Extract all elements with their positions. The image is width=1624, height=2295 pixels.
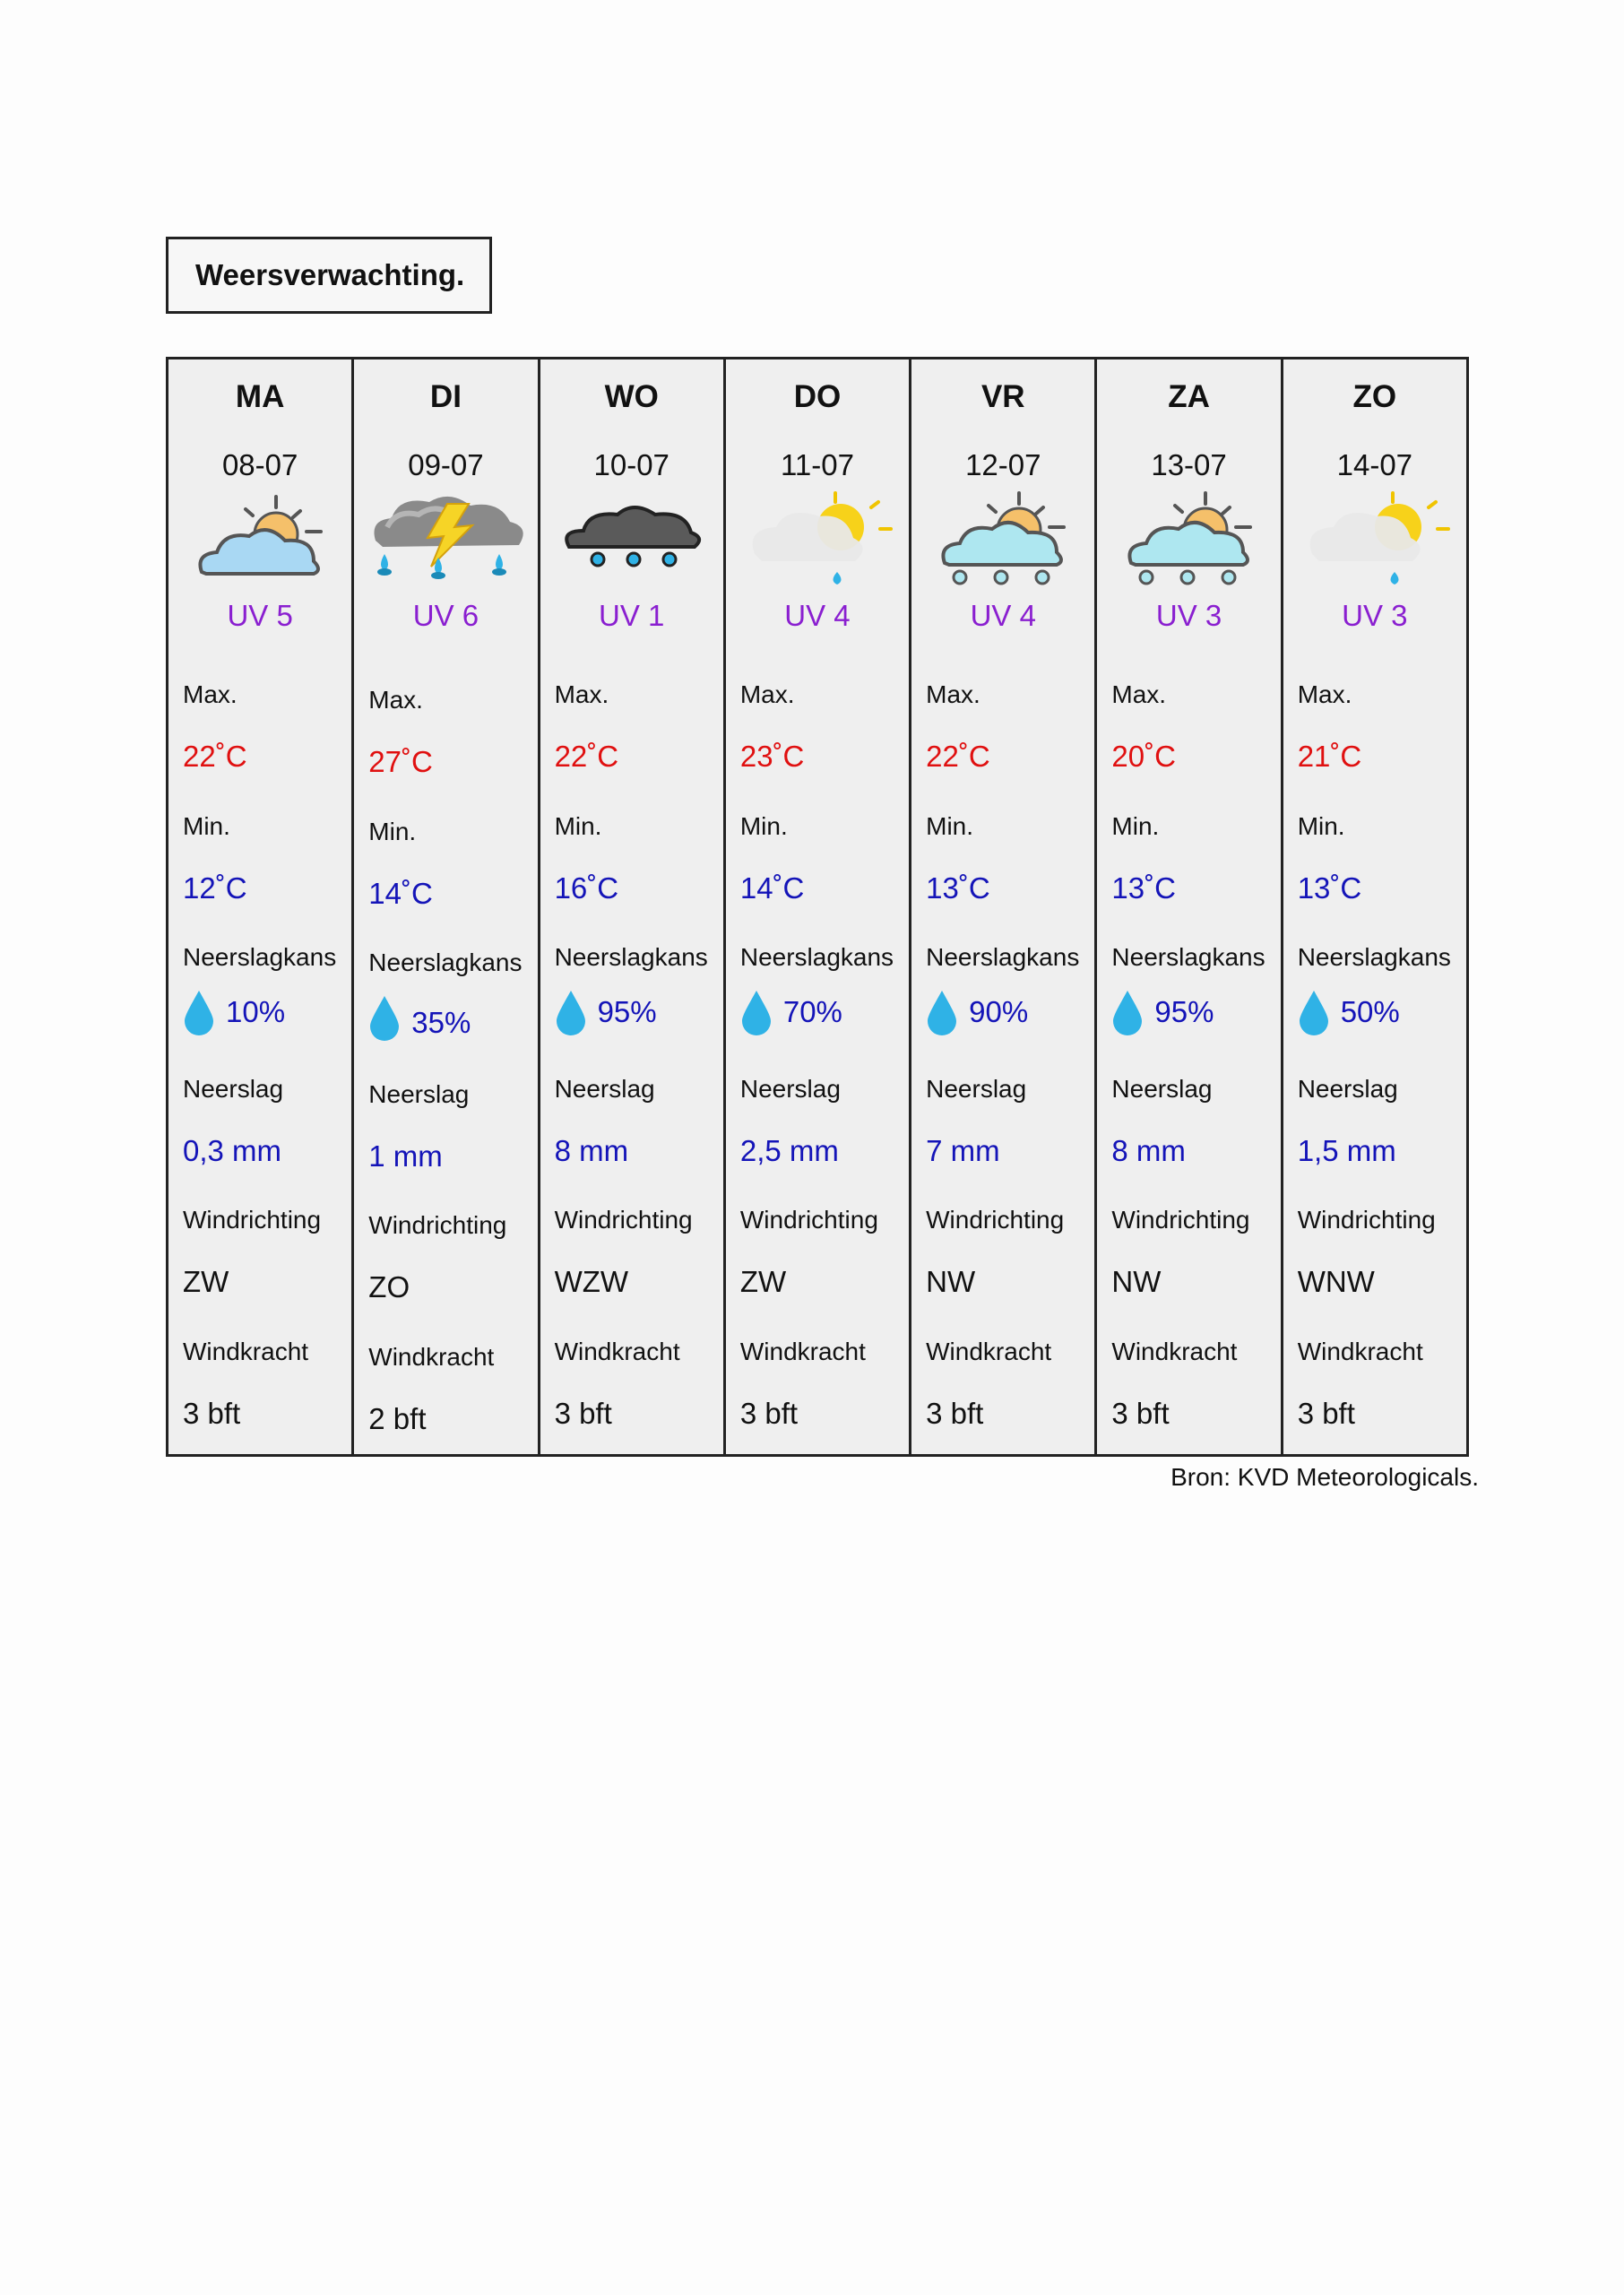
wind-direction: NW xyxy=(926,1265,976,1298)
raindrop-icon xyxy=(926,989,958,1035)
raindrop-icon xyxy=(1111,989,1144,1035)
precip-chance xyxy=(1298,989,1400,1035)
row-label: Min. xyxy=(739,812,788,840)
day-column-wo xyxy=(540,359,726,1454)
wind-direction: ZO xyxy=(368,1270,410,1303)
row-label: Windkracht xyxy=(926,1338,1052,1365)
precip-amount: 1 mm xyxy=(368,1139,443,1173)
day-column-zo xyxy=(1283,359,1466,1454)
precip-chance xyxy=(926,989,1028,1035)
row-label: Min. xyxy=(1297,812,1345,840)
precip-amount: 0,3 mm xyxy=(183,1134,282,1167)
max-temp: 23˚C xyxy=(739,740,805,773)
day-name: WO xyxy=(604,379,659,414)
day-name: ZA xyxy=(1168,379,1210,414)
page-title: Weersverwachting. xyxy=(166,237,492,314)
row-label: Max. xyxy=(554,680,609,708)
partly-cloudy-rain-icon xyxy=(1109,491,1270,590)
row-label: Windrichting xyxy=(926,1206,1065,1234)
precip-chance-value: 50% xyxy=(1340,995,1400,1028)
wind-direction: WZW xyxy=(554,1265,629,1298)
precip-chance-value: 95% xyxy=(597,995,657,1028)
row-label: Max. xyxy=(926,680,980,708)
row-label: Max. xyxy=(368,686,423,714)
precip-amount: 1,5 mm xyxy=(1297,1134,1396,1167)
row-label: Windkracht xyxy=(368,1343,495,1371)
precip-amount: 2,5 mm xyxy=(739,1134,839,1167)
wind-force: 3 bft xyxy=(554,1397,612,1430)
day-name: MA xyxy=(235,379,285,414)
precip-amount: 8 mm xyxy=(554,1134,629,1167)
precip-chance xyxy=(368,994,471,1041)
max-temp: 22˚C xyxy=(183,740,247,773)
min-temp: 13˚C xyxy=(1111,871,1176,905)
wind-force: 3 bft xyxy=(1111,1397,1170,1430)
wind-force: 3 bft xyxy=(1297,1397,1355,1430)
day-name: VR xyxy=(980,379,1025,414)
min-temp: 12˚C xyxy=(183,871,247,905)
row-label: Neerslag xyxy=(1111,1075,1213,1103)
day-date: 08-07 xyxy=(221,448,298,481)
row-label: Windrichting xyxy=(1111,1206,1250,1234)
uv-index: UV 4 xyxy=(970,599,1036,632)
sun-cloud-light-rain-icon xyxy=(1294,491,1456,590)
precip-chance xyxy=(183,989,285,1035)
day-date: 14-07 xyxy=(1336,448,1413,481)
max-temp: 20˚C xyxy=(1111,740,1176,773)
precip-chance-value: 70% xyxy=(782,995,842,1028)
wind-force: 3 bft xyxy=(183,1397,241,1430)
min-temp: 13˚C xyxy=(926,871,990,905)
row-label: Neerslag xyxy=(739,1075,841,1103)
raindrop-icon xyxy=(555,989,587,1035)
precip-chance-value: 90% xyxy=(969,995,1029,1028)
row-label: Neerslag xyxy=(926,1075,1027,1103)
precip-chance-value: 95% xyxy=(1154,995,1214,1028)
raindrop-icon xyxy=(1298,989,1330,1035)
row-label: Min. xyxy=(368,818,417,845)
day-name: ZO xyxy=(1352,379,1397,414)
row-label: Windkracht xyxy=(1297,1338,1423,1365)
wind-direction: WNW xyxy=(1297,1265,1375,1298)
uv-index: UV 6 xyxy=(412,599,479,632)
row-label: Neerslagkans xyxy=(1111,943,1266,971)
raindrop-icon xyxy=(183,989,215,1035)
max-temp: 22˚C xyxy=(926,740,990,773)
day-column-vr xyxy=(911,359,1097,1454)
row-label: Neerslag xyxy=(554,1075,655,1103)
row-label: Windkracht xyxy=(739,1338,866,1365)
max-temp: 22˚C xyxy=(554,740,619,773)
row-label: Windrichting xyxy=(1297,1206,1436,1234)
sun-cloud-light-rain-icon xyxy=(737,491,898,590)
day-date: 10-07 xyxy=(593,448,669,481)
wind-direction: NW xyxy=(1111,1265,1162,1298)
row-label: Min. xyxy=(183,812,230,840)
wind-force: 2 bft xyxy=(368,1402,427,1435)
row-label: Windkracht xyxy=(183,1338,309,1365)
max-temp: 27˚C xyxy=(368,745,433,778)
row-label: Windkracht xyxy=(554,1338,680,1365)
precip-chance xyxy=(555,989,657,1035)
row-label: Windrichting xyxy=(368,1211,507,1239)
day-date: 13-07 xyxy=(1151,448,1227,481)
wind-force: 3 bft xyxy=(926,1397,984,1430)
wind-force: 3 bft xyxy=(739,1397,799,1430)
raindrop-icon xyxy=(740,989,773,1035)
uv-index: UV 3 xyxy=(1342,599,1408,632)
precip-chance xyxy=(740,989,842,1035)
day-date: 12-07 xyxy=(965,448,1041,481)
row-label: Windrichting xyxy=(183,1206,322,1234)
day-column-do xyxy=(726,359,911,1454)
uv-index: UV 3 xyxy=(1155,599,1222,632)
row-label: Neerslagkans xyxy=(739,943,894,971)
row-label: Min. xyxy=(1111,812,1160,840)
day-name: DO xyxy=(793,379,842,414)
partly-cloudy-icon xyxy=(179,491,341,590)
precip-chance xyxy=(1111,989,1214,1035)
row-label: Neerslagkans xyxy=(1297,943,1451,971)
row-label: Neerslag xyxy=(1297,1075,1398,1103)
min-temp: 14˚C xyxy=(368,877,433,910)
raindrop-icon xyxy=(368,994,401,1041)
precip-amount: 8 mm xyxy=(1111,1134,1186,1167)
row-label: Neerslag xyxy=(183,1075,284,1103)
row-label: Neerslag xyxy=(368,1080,470,1108)
precip-chance-value: 35% xyxy=(411,1006,471,1039)
min-temp: 13˚C xyxy=(1297,871,1362,905)
row-label: Neerslagkans xyxy=(554,943,708,971)
day-name: DI xyxy=(429,379,462,414)
dark-cloud-rain-icon xyxy=(551,491,713,590)
row-label: Max. xyxy=(1297,680,1352,708)
uv-index: UV 4 xyxy=(784,599,851,632)
row-label: Windkracht xyxy=(1111,1338,1238,1365)
row-label: Min. xyxy=(926,812,974,840)
row-label: Windrichting xyxy=(739,1206,878,1234)
row-label: Neerslagkans xyxy=(183,943,337,971)
row-label: Min. xyxy=(554,812,602,840)
day-column-ma xyxy=(168,359,354,1454)
wind-direction: ZW xyxy=(739,1265,787,1298)
day-date: 09-07 xyxy=(408,448,484,481)
forecast-table xyxy=(166,357,1469,1457)
min-temp: 14˚C xyxy=(739,871,805,905)
source-note: Bron: KVD Meteorologicals. xyxy=(1170,1463,1479,1491)
row-label: Max. xyxy=(1111,680,1167,708)
row-label: Neerslagkans xyxy=(926,943,1080,971)
row-label: Neerslagkans xyxy=(368,948,523,976)
precip-chance-value: 10% xyxy=(226,995,286,1028)
thunderstorm-rain-icon xyxy=(365,491,526,590)
day-column-za xyxy=(1097,359,1283,1454)
uv-index: UV 5 xyxy=(227,599,293,632)
partly-cloudy-rain-icon xyxy=(922,491,1084,590)
precip-amount: 7 mm xyxy=(926,1134,1000,1167)
uv-index: UV 1 xyxy=(599,599,665,632)
row-label: Windrichting xyxy=(554,1206,693,1234)
wind-direction: ZW xyxy=(183,1265,229,1298)
day-date: 11-07 xyxy=(781,448,854,481)
max-temp: 21˚C xyxy=(1297,740,1362,773)
min-temp: 16˚C xyxy=(554,871,619,905)
row-label: Max. xyxy=(739,680,795,708)
day-column-di xyxy=(354,359,540,1454)
row-label: Max. xyxy=(183,680,238,708)
